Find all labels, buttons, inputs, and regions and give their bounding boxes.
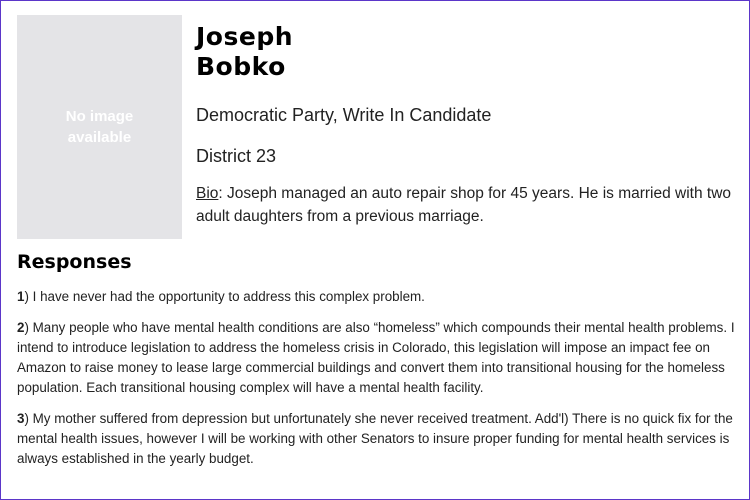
response-item	[17, 409, 737, 469]
candidate-first-name: Joseph	[196, 22, 294, 51]
candidate-last-name: Bobko	[196, 52, 286, 81]
candidate-photo-placeholder	[17, 15, 182, 239]
responses-heading: Responses	[17, 251, 132, 273]
response-text: ) Many people who have mental health conditions are also “homeless” which compounds their mental health problems. I intend to introduce legislation to address the homeless crisis in Colorado, this legislation will impose an impact fee on Amazon to raise money to lease large commercial buildings and convert them into transitional housing for the homeless population. Each transitional housing complex will have a mental health facility.	[17, 320, 735, 395]
response-number: 1	[17, 289, 25, 304]
responses-list	[17, 287, 737, 480]
response-item	[17, 318, 737, 398]
bio-label: Bio	[196, 185, 219, 202]
candidate-district: District 23	[196, 146, 277, 166]
no-image-text: No image available	[65, 108, 134, 146]
bio-text: : Joseph managed an auto repair shop for 45 years. He is married with two adult daughters from a previous marriage.	[196, 185, 732, 225]
candidate-bio	[196, 182, 736, 228]
candidate-party: Democratic Party, Write In Candidate	[196, 105, 492, 125]
response-number: 2	[17, 320, 25, 335]
response-number: 3	[17, 411, 25, 426]
response-text: ) My mother suffered from depression but unfortunately she never received treatment. Add'l) There is no quick fix for the mental health issues, however I will be working with other Senators to insure proper funding for mental health services is always established in the yearly budget.	[17, 411, 733, 466]
response-text: ) I have never had the opportunity to address this complex problem.	[24, 289, 425, 304]
candidate-name	[196, 22, 293, 82]
response-item	[17, 287, 737, 307]
